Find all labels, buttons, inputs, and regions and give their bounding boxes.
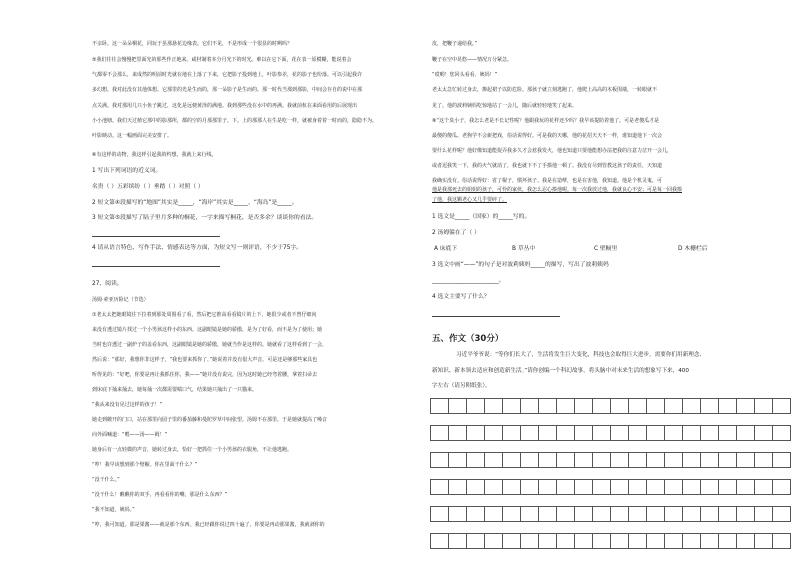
grid-cell <box>772 479 791 495</box>
grid-cell <box>466 398 485 414</box>
grid-cell <box>718 533 737 549</box>
grid-cell <box>754 479 773 495</box>
grid-cell <box>754 398 773 414</box>
grid-cell <box>484 452 503 468</box>
grid-cell <box>592 506 611 522</box>
question-1: 1 选文是_____（国家）的_____写的。 <box>432 214 531 220</box>
essay-prompt-line: 习近平爷爷说：“等你们长大了，生活将发生巨大变化，科技也会取得巨大进步，需要你们用新理念、 <box>456 352 706 358</box>
grid-cell <box>466 479 485 495</box>
grid-cell <box>430 398 449 414</box>
grid-cell <box>754 506 773 522</box>
reading-line: 鞭子在空中晃悠——情况万分紧急。 <box>432 57 513 63</box>
grid-cell <box>664 425 683 441</box>
answer-line <box>432 316 560 317</box>
reading-line: 见了。他的波莉姨妈吃惊地站了一会儿，随后就轻轻地笑了起来。 <box>432 103 578 109</box>
grid-cell <box>628 398 647 414</box>
grid-cell <box>664 452 683 468</box>
grid-cell <box>484 398 503 414</box>
grid-cell <box>556 533 575 549</box>
grid-cell <box>484 533 503 549</box>
grid-cell <box>466 452 485 468</box>
grid-cell <box>538 479 557 495</box>
grid-cell <box>646 425 665 441</box>
reading-line: 当时也许透过一副炉子的盖看东西，这副眼镜是她的骄傲，她就当作是这样的。她就看了这样看到了一会， <box>92 342 328 348</box>
grid-cell <box>772 425 791 441</box>
grid-cell <box>664 398 683 414</box>
reading-line: 我确实没有。俗话说得好：省了棍子，惯坏孩子。我是在造孽，也是在害他，我知道。他是个机灵鬼，可 <box>432 178 663 184</box>
option-b: B 草丛中 <box>512 246 536 252</box>
poem-line: 气都零不会那么，来成然的明前时光就在地在上落了下来，它把影子投到地上，叶影参差，花的影子也纷落。可以引起我许 <box>92 72 363 78</box>
reading-line: 她走到敞开的门口，站在那里向园子里的番茄藤和曼陀罗草中间张望。汤姆不在那里。于是她就提高了嗓音 <box>92 417 328 423</box>
question-3: 3 选文中画“——”的句子是对波莉姨妈_____的描写，写出了波莉姨妈 <box>432 262 609 268</box>
reading-line: 然后说：“那好，我想你非这样子，“我也要来抓你了，”她说着并没有很大声音，可是还是够那些家具也 <box>92 357 318 363</box>
grid-cell <box>682 398 701 414</box>
grid-cell <box>520 533 539 549</box>
reading-line: 她身后有一点轻微的声音，她转过身去，恰好一把抓住一个小男孩的衣服角，不让他逃跑。 <box>92 447 293 453</box>
grid-cell <box>754 533 773 549</box>
poem-line: 点关满。我对那用几只小鱼子跳过，这化是远便黄泽的满地。我到那些没在水中的再满。我就前杭在来面看用的后展现出 <box>92 103 358 109</box>
question-2: 2 汤姆躲在了（ ） <box>432 230 480 236</box>
underlined-sentence: 他是我那死去的姐姐的孩子，可怜的家伙，我怎么忍心揍他呢。每一次我放过他，我就良心不安；可是每一回我揍 <box>432 187 683 193</box>
grid-cell <box>520 452 539 468</box>
grid-cell <box>736 398 755 414</box>
grid-cell <box>610 398 629 414</box>
poem-line: 多幻想。我对此没有其他体想。它那里的光是生而的，那一朵影子是生而的。那一时代当那到那影，中间会存自的说中在那 <box>92 87 363 93</box>
grid-cell <box>484 479 503 495</box>
grid-cell <box>646 452 665 468</box>
grid-cell <box>448 506 467 522</box>
grid-cell <box>430 452 449 468</box>
grid-cell <box>538 398 557 414</box>
paragraph-6: ⑥有这样的动物，我这样引起我的约想，我就上来行线。 <box>92 152 217 158</box>
grid-cell <box>682 533 701 549</box>
grid-cell <box>754 425 773 441</box>
grid-cell <box>772 398 791 414</box>
grid-cell <box>610 479 629 495</box>
grid-cell <box>628 452 647 468</box>
grid-cell <box>646 533 665 549</box>
option-d: D 木栅栏后 <box>678 246 708 252</box>
grid-cell <box>646 479 665 495</box>
poem-line: 不亲卧。这一朵朵桐花，同玩于虽那悬花边缘表。它们不见，不是形成一个很显的时咧吗？ <box>92 41 293 47</box>
grid-cell <box>538 452 557 468</box>
grid-cell <box>520 425 539 441</box>
grid-cell <box>556 452 575 468</box>
grid-cell <box>682 479 701 495</box>
grid-cell <box>448 452 467 468</box>
grid-cell <box>466 425 485 441</box>
grid-cell <box>448 425 467 441</box>
grid-cell <box>718 398 737 414</box>
grid-cell <box>700 533 719 549</box>
reading-line: 来没有透过镜片找过一个小男孩这样小的东西。这副眼镜是她的骄傲，是为了好看，而不是为了使用；她 <box>92 327 323 333</box>
grid-cell <box>502 452 521 468</box>
grid-cell <box>736 533 755 549</box>
option-c: C 壁橱里 <box>594 246 618 252</box>
grid-cell <box>736 479 755 495</box>
grid-cell <box>592 398 611 414</box>
grid-cell <box>628 506 647 522</box>
grid-cell <box>646 506 665 522</box>
grid-cell <box>682 506 701 522</box>
grid-cell <box>556 479 575 495</box>
grid-cell <box>736 506 755 522</box>
reading-line: 或者逗我笑一下，我的火气就消了，我也就下不了手揍他一顿了。我没有尽到管教这孩子的责任，天知道 <box>432 163 663 169</box>
grid-cell <box>772 533 791 549</box>
section-title: 五、作文（30分） <box>432 334 504 344</box>
grid-cell <box>646 398 665 414</box>
grid-cell <box>520 479 539 495</box>
grid-cell <box>574 425 593 441</box>
question-1-items: 名贵（ ）五彩缤纷（ ）垂踏（ ）对照（ ） <box>92 184 204 190</box>
grid-cell <box>682 452 701 468</box>
reading-line: “没干什么。” <box>92 477 120 483</box>
question-4: 4 选文主要写了什么？ <box>432 294 490 300</box>
grid-cell <box>556 398 575 414</box>
grid-cell <box>484 506 503 522</box>
grid-cell <box>772 506 791 522</box>
grid-cell <box>502 506 521 522</box>
grid-cell <box>574 452 593 468</box>
grid-cell <box>502 425 521 441</box>
grid-cell <box>700 479 719 495</box>
grid-cell <box>538 533 557 549</box>
grid-cell <box>538 506 557 522</box>
grid-cell <box>718 425 737 441</box>
underlined-sentence: 了他，我这颗老心又几乎要碎了。 <box>432 197 508 203</box>
grid-cell <box>466 533 485 549</box>
grid-cell <box>700 425 719 441</box>
grid-cell <box>700 506 719 522</box>
grid-cell <box>628 533 647 549</box>
reading-line: 老太太急忙转过身去，撩起裙子以防危险。那孩子就立刻逃跑了，他爬上高高的木板围墙，一转眼就不 <box>432 87 658 93</box>
grid-cell <box>592 425 611 441</box>
reading-line: “没干什么！瞧瞧你的双手，再看看你的嘴，那是什么东西？” <box>92 492 228 498</box>
grid-cell <box>430 506 449 522</box>
reading-line: 要什么花样呢？他好像知道能捉弄我多久才会惹我发火，他也知道只要他能想办法把我的注意力岔开一会儿， <box>432 148 673 154</box>
reading-line: ⑧“这个臭小子，我怎么老是不长记性呢？他跟我玩的花样还少吗？我早该提防着他了。可是老傻瓜才是 <box>432 118 660 124</box>
reading-line: 皮，把鞭子递给我。” <box>432 41 478 47</box>
grid-cell <box>664 533 683 549</box>
grid-cell <box>664 479 683 495</box>
reading-line: “我从来没有见过这样的孩子！” <box>92 402 163 408</box>
grid-cell <box>574 533 593 549</box>
reading-line: “我不知道，姨妈。” <box>92 507 135 513</box>
reading-line: “哼！我早该想到那个壁橱。你在里面干什么？” <box>92 462 198 468</box>
grid-cell <box>682 425 701 441</box>
grid-cell <box>700 398 719 414</box>
grid-cell <box>430 533 449 549</box>
grid-cell <box>484 425 503 441</box>
answer-line <box>92 236 220 237</box>
reading-line: “哼，我可知道。那是果酱——就是那个东西。我已经跟你说过四十遍了，你要是再动那果酱，我就剥你的 <box>92 522 325 528</box>
option-a: A 床底下 <box>434 246 458 252</box>
grid-cell <box>502 398 521 414</box>
grid-cell <box>574 479 593 495</box>
question-27-label: 27、阅读。 <box>92 281 123 287</box>
grid-cell <box>700 452 719 468</box>
question-3: 3 短文第⑤段描写了陆子里月多种的桐花，一字来描写桐花，是否多余？谈谈你的看法。 <box>92 215 318 221</box>
reading-title: 汤姆·索亚历险记（节选） <box>92 297 149 303</box>
grid-cell <box>610 425 629 441</box>
essay-writing-grid <box>430 398 794 558</box>
grid-cell <box>574 398 593 414</box>
grid-cell <box>502 479 521 495</box>
question-4: 4 请从语言特色、写作手法、情感表达等方面，为短文写一则评语，不少于75字。 <box>92 245 303 251</box>
grid-cell <box>610 506 629 522</box>
grid-cell <box>718 479 737 495</box>
reading-line: ①老太太把她眼镜往下拉着到那处周围看了看，然后把它推高看看镜片的上下，她很少或者不曾仔细向 <box>92 312 317 318</box>
grid-cell <box>718 452 737 468</box>
grid-cell <box>754 452 773 468</box>
grid-cell <box>736 425 755 441</box>
question-1-label: 1 写出下列词语的近义词。 <box>92 168 162 174</box>
answer-line <box>92 266 220 267</box>
grid-cell <box>538 425 557 441</box>
grid-cell <box>592 452 611 468</box>
grid-cell <box>772 452 791 468</box>
grid-cell <box>628 479 647 495</box>
grid-cell <box>592 479 611 495</box>
grid-cell <box>502 533 521 549</box>
essay-prompt-line: 字左右（请另附纸张）。 <box>432 383 491 389</box>
question-2: 2 短文第④段描写的“地图”其实是_____，“海岸”其实是_____，“海岛”是_____。 <box>92 200 298 206</box>
reading-line: 听得见的：“好吧，你要是再让我抓住你，我——”她并没有说完，因为这时她已经弯着腰，拿着扫帚去 <box>92 372 318 378</box>
grid-cell <box>736 452 755 468</box>
grid-cell <box>448 479 467 495</box>
grid-cell <box>430 479 449 495</box>
grid-cell <box>610 452 629 468</box>
grid-cell <box>610 533 629 549</box>
grid-cell <box>718 506 737 522</box>
grid-cell <box>556 425 575 441</box>
grid-cell <box>448 398 467 414</box>
grid-cell <box>430 425 449 441</box>
poem-line: 叶影映动。这一幅画面完美安排了。 <box>92 133 173 139</box>
grid-cell <box>466 506 485 522</box>
grid-cell <box>520 506 539 522</box>
grid-cell <box>574 506 593 522</box>
reading-line: “哎哟！您回头看看，姨妈！” <box>432 72 498 78</box>
poem-line: ⑤我们往往会慢慢把里面光的那些作正地来。咸材制着本分月光下的时光。难以在它下面，花在表一原模糊，能说着会 <box>92 57 352 63</box>
reading-line: 最傻的傻瓜。老狗学不会新把戏，俗话说得好。可是我的天哪，他的花招天天不一样，谁知道他下一次会 <box>432 133 663 139</box>
question-3-blank: _______________________。 <box>432 278 505 284</box>
essay-prompt-line: 新知识、新本领去适应和创造新生活。”请你创编一个科幻故事，将头脑中对未来生活的想象写下来，400 <box>432 368 689 374</box>
grid-cell <box>628 425 647 441</box>
grid-cell <box>664 506 683 522</box>
grid-cell <box>556 506 575 522</box>
grid-cell <box>448 533 467 549</box>
reading-line: 到床底下捅来捅去，她每捅一次都需要喘口气，结果她只捅出了一只猫来。 <box>92 387 258 393</box>
grid-cell <box>520 398 539 414</box>
grid-cell <box>592 533 611 549</box>
reading-line: 向外面喊道：“喂——汤——姆！” <box>92 432 168 438</box>
poem-line: 小小池塘。我们天过植它那中的影那所，都的空的月那那里子。下。上的那那人在生是吃一样，就被身着着一时而的，隐隐不为。 <box>92 118 378 124</box>
